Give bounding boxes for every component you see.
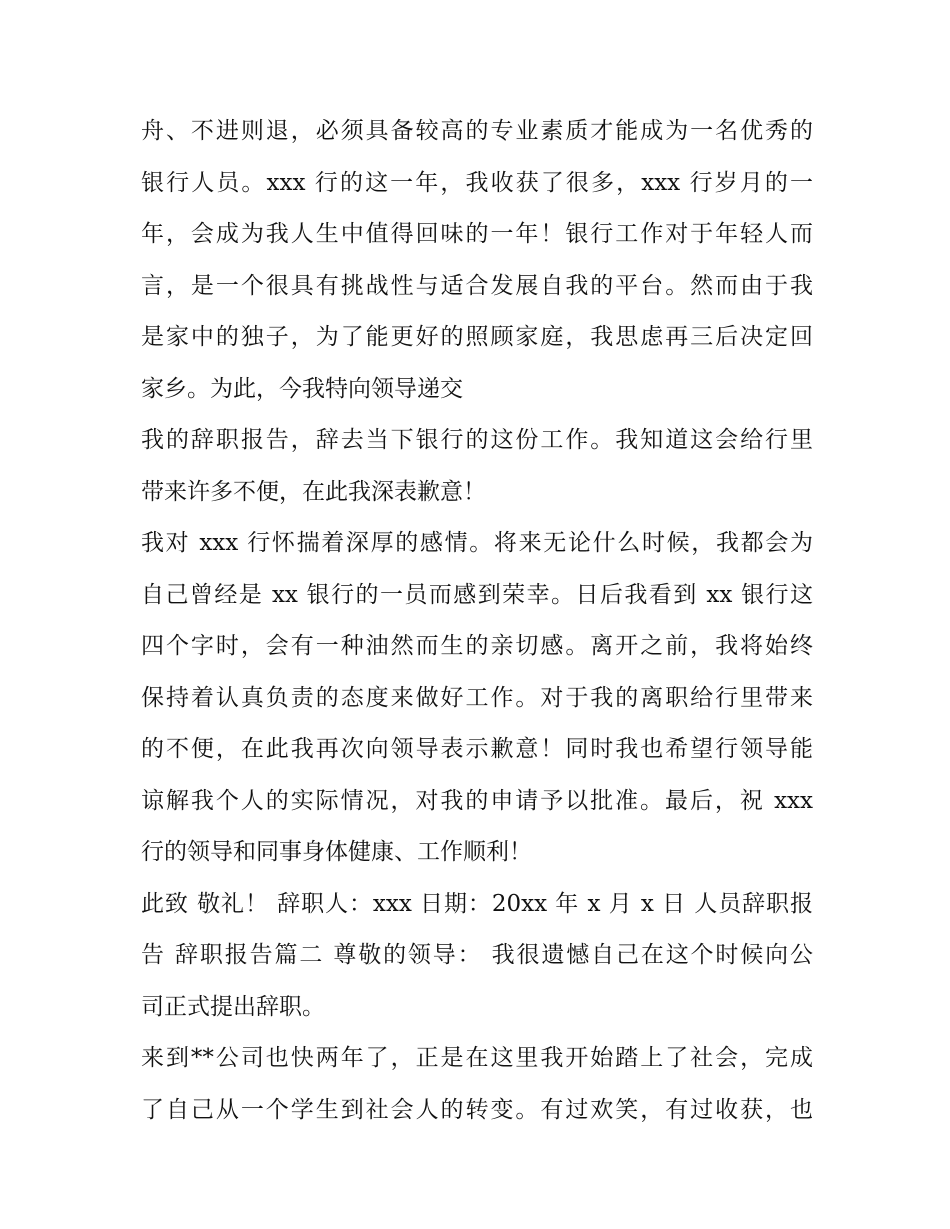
text-line: 此致 敬礼！ 辞职人：xxx 日期：20xx 年 x 月 x 日 人员辞职报 [141, 890, 813, 917]
text-line: 家乡。为此，今我特向领导递交 [141, 375, 463, 402]
text-line: 银行人员。xxx 行的这一年，我收获了很多，xxx 行岁月的一 [141, 169, 813, 196]
text-line: 谅解我个人的实际情况，对我的申请予以批准。最后，祝 xxx [141, 787, 813, 814]
text-line: 言，是一个很具有挑战性与适合发展自我的平台。然而由于我 [141, 272, 813, 299]
text-line: 带来许多不便，在此我深表歉意！ [141, 478, 486, 505]
text-line: 的不便，在此我再次向领导表示歉意！同时我也希望行领导能 [141, 736, 813, 762]
text-line: 告 辞职报告篇二 尊敬的领导： 我很遗憾自己在这个时候向公 [141, 942, 813, 968]
text-line: 是家中的独子，为了能更好的照顾家庭，我思虑再三后决定回 [141, 324, 813, 350]
text-line: 行的领导和同事身体健康、工作顺利！ [141, 839, 532, 865]
text-line: 来到**公司也快两年了，正是在这里我开始踏上了社会，完成 [141, 1045, 813, 1071]
text-line: 司正式提出辞职。 [141, 993, 325, 1020]
text-line: 了自己从一个学生到社会人的转变。有过欢笑，有过收获，也 [141, 1096, 813, 1123]
text-line: 我的辞职报告，辞去当下银行的这份工作。我知道这会给行里 [141, 427, 813, 453]
document-body [141, 106, 813, 1136]
text-line: 舟、不进则退，必须具备较高的专业素质才能成为一名优秀的 [141, 118, 813, 144]
text-line: 保持着认真负责的态度来做好工作。对于我的离职给行里带来 [141, 684, 813, 711]
text-line: 我对 xxx 行怀揣着深厚的感情。将来无论什么时候，我都会为 [141, 530, 813, 556]
text-line: 自己曾经是 xx 银行的一员而感到荣幸。日后我看到 xx 银行这 [141, 581, 813, 608]
text-line: 四个字时，会有一种油然而生的亲切感。离开之前，我将始终 [141, 633, 813, 659]
text-line: 年，会成为我人生中值得回味的一年！银行工作对于年轻人而 [141, 221, 813, 247]
